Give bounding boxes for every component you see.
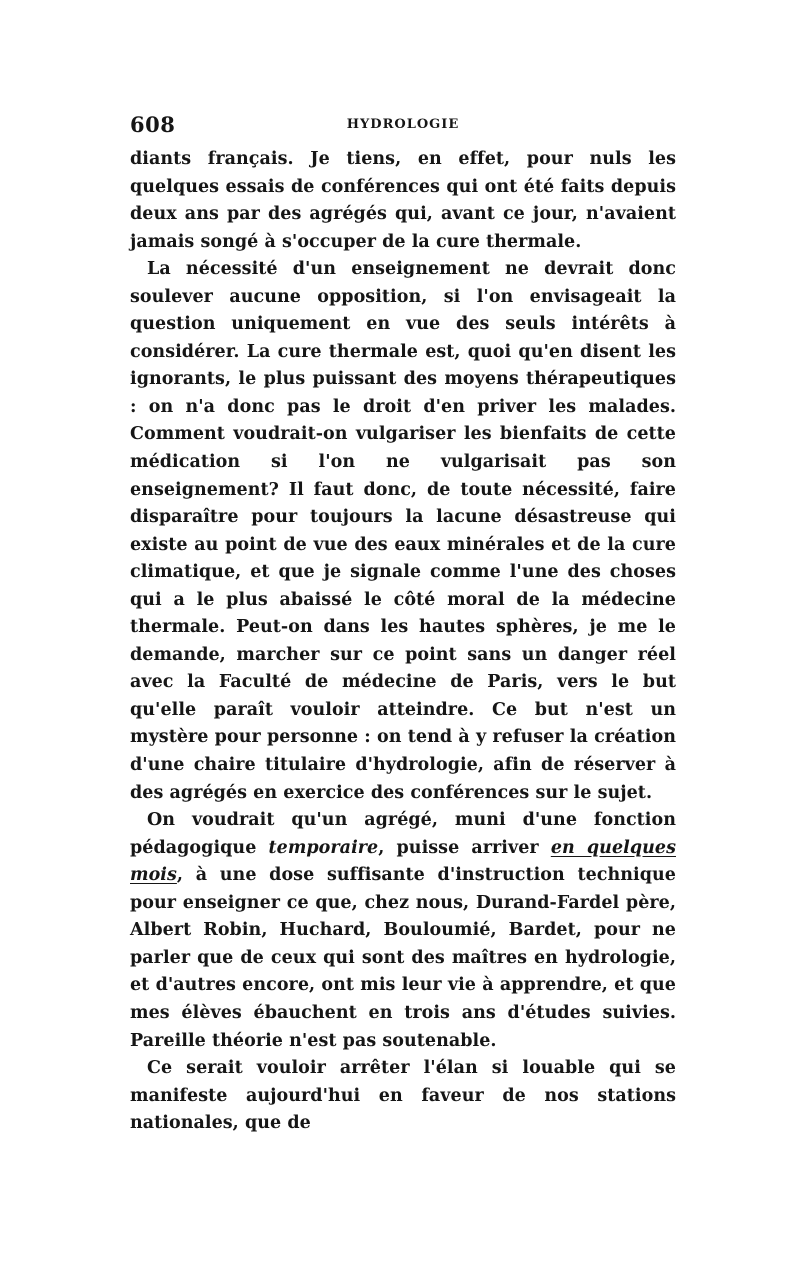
running-head: HYDROLOGIE — [346, 117, 460, 132]
paragraph-text: , puisse arriver — [378, 837, 551, 858]
page-number: 608 — [130, 112, 176, 137]
paragraph: Ce serait vouloir arrêter l'élan si louable qui se manifeste aujourd'hui en faveur de nos stations nationales, que de — [130, 1058, 676, 1134]
paragraph: La nécessité d'un enseignement ne devrait donc soulever aucune opposition, si l'on envisageait la question uniquement en vue des seuls intérêts à considérer. La cure thermale est, quoi qu'en disent les ignorants, le plus puissant des moyens thérapeutiques : on n'a donc pas le droit d'en priver les malades. Comment voudrait-on vulgariser les bienfaits de cette médication si l'on ne vulgarisait pas son enseignement? Il faut donc, de toute nécessité, faire disparaître pour toujours la lacune désastreuse qui existe au point de vue des eaux minérales et de la cure climatique, et que je signale comme l'une des choses qui a le plus abaissé le côté moral de la médecine thermale. Peut-on dans les hautes sphères, je me le demande, marcher sur ce point sans un danger réel avec la Faculté de médecine de Paris, vers le but qu'elle paraît vouloir atteindre. Ce but n'est un mystère pour personne : on tend à y refuser la création d'une chaire titulaire d'hydrologie, afin de réserver à des agrégés en exercice des conférences sur le sujet. — [130, 259, 676, 803]
paragraph-text: On voudrait qu'un agrégé, muni d'une fonction pédagogique — [130, 810, 676, 858]
paragraph — [130, 807, 676, 1055]
underlined-emphasized-text: en quelques mois — [130, 837, 676, 886]
emphasized-text: temporaire — [268, 837, 379, 858]
body-text — [130, 146, 676, 1138]
paragraph-continued: diants français. Je tiens, en effet, pour nuls les quelques essais de conférences qui ont été faits depuis deux ans par des agrégés qui, avant ce jour, n'avaient jamais songé à s'occuper de la cure thermale. — [130, 149, 676, 252]
paragraph-text: , à une dose suffisante d'instruction technique pour enseigner ce que, chez nous, Durand-Fardel père, Albert Robin, Huchard, Bouloumié, Bardet, pour ne parler que de ceux qui sont des maîtres en hydrologie, et d'autres encore, ont mis leur vie à apprendre, et que mes élèves ébauchent en trois ans d'études suivies. Pareille théorie n'est pas soutenable. — [130, 865, 676, 1051]
book-page — [130, 112, 676, 1138]
page-header — [130, 112, 676, 146]
